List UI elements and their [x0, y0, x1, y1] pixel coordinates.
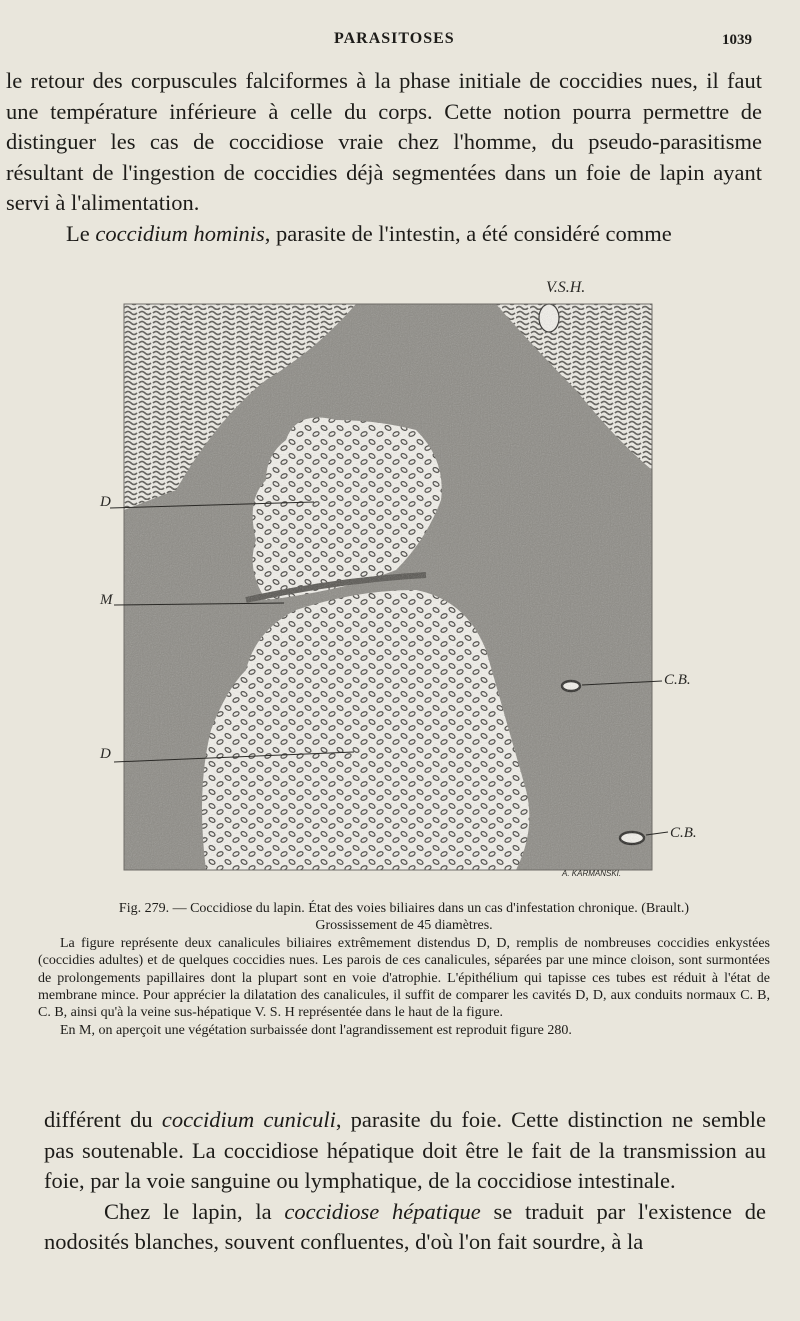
- paper-grain: [124, 304, 652, 870]
- italic-term: coccidiose hépatique: [284, 1198, 481, 1224]
- caption-note: En M, on aperçoit une végétation surbaissée dont l'agrandissement est reproduit figure 280.: [60, 1022, 572, 1038]
- label-d2: D: [100, 746, 111, 762]
- figure-279: [96, 270, 716, 890]
- figure-caption: [38, 900, 770, 1039]
- label-cb2: C.B.: [670, 825, 697, 841]
- text-run: Chez le lapin, la: [104, 1198, 285, 1224]
- text-run: différent du: [44, 1107, 162, 1132]
- engraver-signature: A. KARMANSKI.: [562, 869, 622, 878]
- running-title: PARASITOSES: [334, 30, 455, 47]
- caption-title: Fig. 279. — Coccidiose du lapin. État des voies biliaires dans un cas d'infestation chronique. (Brault.): [118, 901, 690, 916]
- top-paragraph-2: [6, 219, 762, 250]
- label-vsh: V.S.H.: [546, 279, 586, 296]
- text-run: , parasite de l'intestin, a été considéré comme: [264, 220, 672, 246]
- histology-illustration: [96, 270, 716, 890]
- caption-magnification: Grossissement de 45 diamètres.: [315, 918, 493, 934]
- italic-term: coccidium cuniculi: [161, 1107, 336, 1132]
- label-d1: D: [100, 494, 111, 510]
- caption-description: La figure représente deux canalicules biliaires extrêmement distendus D, D, remplis de nombreuses coccidies enkystées (coccidies adultes) et de quelques coccidies nues. Les parois de ces canalicules, séparées par une mince cloison, sont surmontées de prolongements papillaires dont la plupart sont en voie d'atrophie. L'épithélium qui tapisse ces tubes est réduit à l'état de membrane mince. Pour apprécier la dilatation des canalicules, il suffit de comparer les cavités D, D, aux conduits normaux C. B, C. B, ainsi qu'à la veine sus-hépatique V. S. H représentée dans le haut de la figure.: [38, 935, 770, 1021]
- text-run: , parasite du foie. Cette distinction ne semble pas soutenable. La coccidiose hépatique doit être le fait de la transmission au foie, par la voie sanguine ou lymphatique, de la coccidiose intestinale.: [44, 1107, 766, 1193]
- text-run: se traduit par l'existence de nodosités blanches, souvent confluentes, d'où l'on fait sourdre, à la: [44, 1198, 766, 1254]
- label-m: M: [100, 592, 113, 608]
- text-run: Le: [66, 220, 96, 246]
- bottom-body-text: [44, 1105, 766, 1258]
- page-number: 1039: [722, 32, 752, 48]
- italic-term: coccidium hominis: [95, 220, 265, 246]
- running-header: [0, 30, 800, 54]
- bottom-paragraph-1: [44, 1105, 766, 1197]
- top-paragraph-1: le retour des corpuscules falciformes à la phase initiale de coccidies nues, il faut une température inférieure à celle du corps. Cette notion pourra permettre de distinguer les cas de coccidiose vraie chez l'homme, du pseudo-parasitisme résultant de l'ingestion de coccidies déjà segmentées dans un foie de lapin ayant servi à l'alimentation.: [6, 68, 762, 215]
- top-body-text: [6, 66, 762, 249]
- label-cb1: C.B.: [664, 672, 691, 688]
- bottom-paragraph-2: [44, 1197, 766, 1258]
